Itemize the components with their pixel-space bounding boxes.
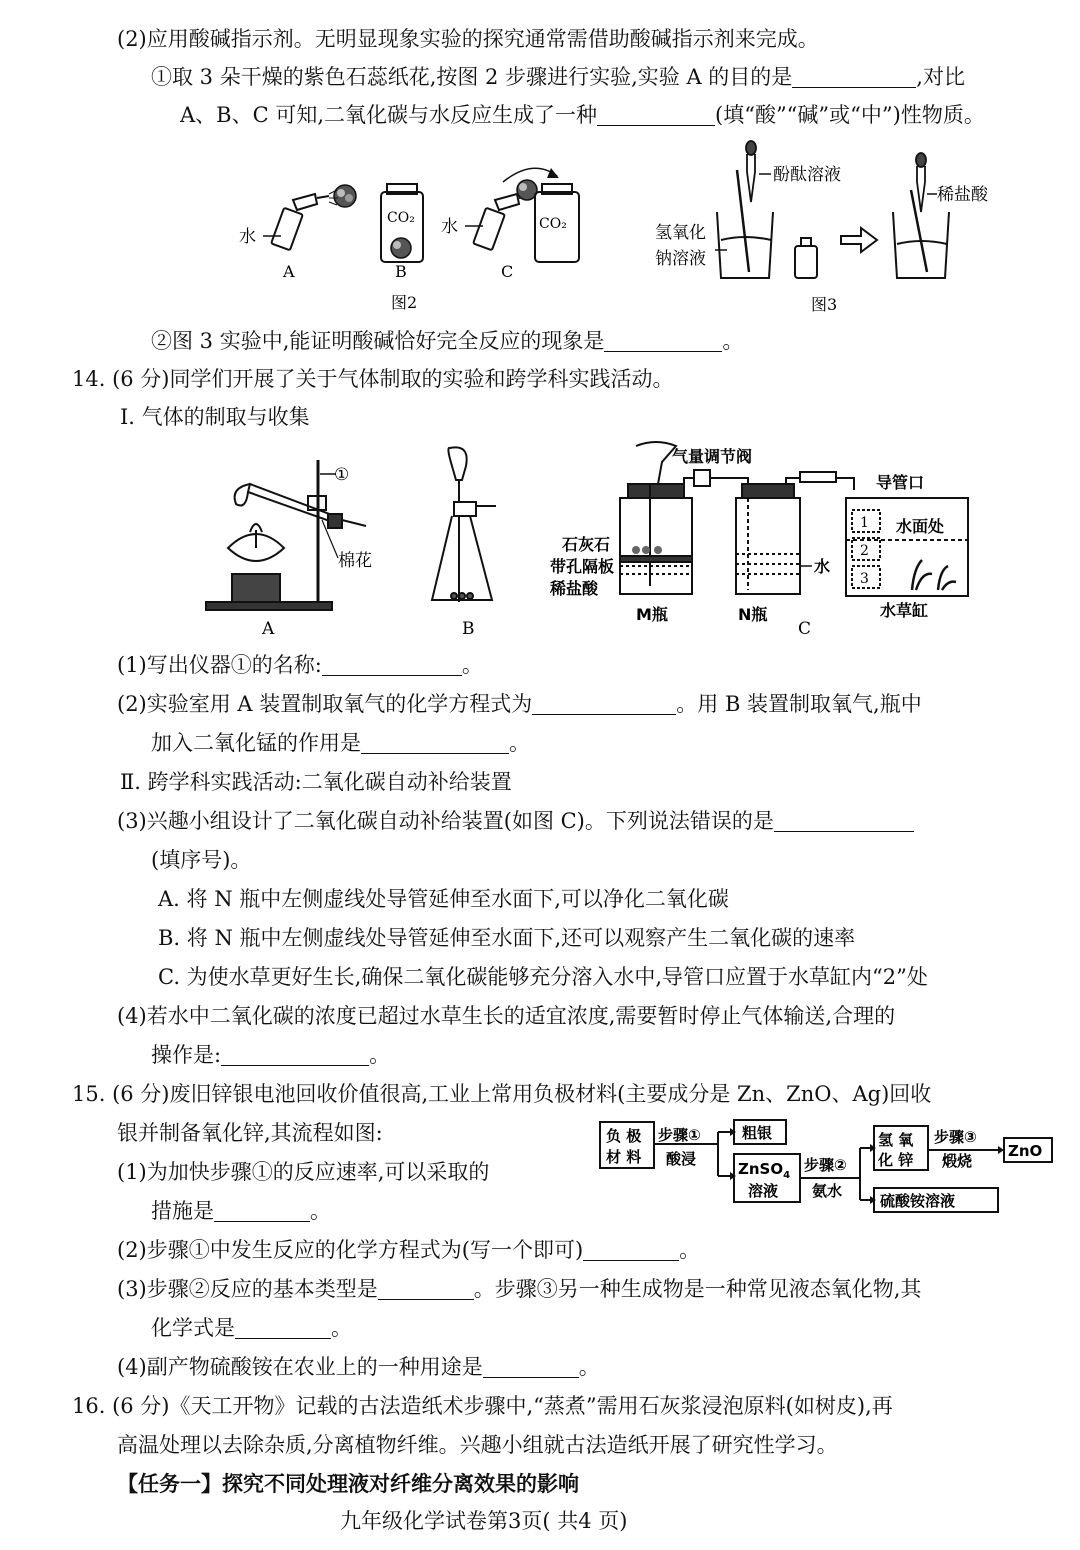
q13-sub1-text-c: A、B、C 可知,二氧化碳与水反应生成了一种 [180, 103, 598, 127]
answer-blank-15-5[interactable] [483, 1355, 579, 1378]
q14-q1-text-b: 。 [461, 653, 483, 677]
answer-blank-14-3[interactable] [361, 731, 509, 754]
q14-q2-text-b: 。用 B 装置制取氧气,瓶中 [676, 692, 922, 716]
q15-q3-text-a: (3)步骤②反应的基本类型是 [117, 1277, 378, 1301]
flow-zinc-h-2: 化 锌 [878, 1151, 914, 1169]
fig3-naoh-label-2: 钠溶液 [655, 249, 706, 269]
fig2-label-c: C [501, 262, 514, 281]
flow-ammonia: 氨水 [812, 1182, 843, 1200]
fig-q14-label-c: C [798, 619, 812, 639]
fig2-label-a: A [283, 262, 295, 281]
answer-blank-15-3[interactable] [378, 1277, 474, 1300]
fig-q14-label-b: B [462, 619, 475, 639]
q14-q1-text-a: (1)写出仪器①的名称: [117, 653, 322, 677]
q15-flowchart [598, 1118, 1060, 1220]
page-footer: 九年级化学试卷第3页( 共4 页) [340, 1509, 628, 1533]
fig-water-label: 水 [814, 557, 831, 576]
flow-znso4-1: ZnSO$_4$ [738, 1160, 791, 1181]
q13-sub1-text-d: (填“酸”“碱”或“中”)性物质。 [715, 103, 985, 127]
q15-q1-line1: (1)为加快步骤①的反应速率,可以采取的 [117, 1160, 490, 1184]
q14-q1-line [117, 650, 483, 680]
flow-neg-1: 负 极 [606, 1127, 642, 1145]
q15-q3-line2 [151, 1313, 352, 1343]
flower-a-icon [334, 185, 356, 207]
q16-task1-heading: 【任务一】探究不同处理液对纤维分离效果的影响 [117, 1472, 579, 1496]
q16-stem-line1: 16. (6 分)《天工开物》记载的古法造纸术步骤中,“蒸煮”需用石灰浆浸泡原料(如树皮),再 [72, 1394, 893, 1418]
q14-q4-line1: (4)若水中二氧化碳的浓度已超过水草生长的适宜浓度,需要暂时停止气体输送,合理的 [117, 1004, 896, 1028]
q14-q2-line1 [117, 689, 922, 719]
answer-blank-14-2[interactable] [532, 692, 676, 715]
q14-q4-line2 [151, 1040, 390, 1070]
fig-outlet-label: 导管口 [876, 473, 925, 492]
q14-q2-text-a: (2)实验室用 A 装置制取氧气的化学方程式为 [117, 692, 533, 716]
q15-stem-line2: 银并制备氧化锌,其流程如图: [117, 1121, 383, 1145]
fig-dilute-hcl-label: 稀盐酸 [550, 579, 599, 598]
q15-q2-text-b: 。 [679, 1238, 701, 1262]
q14-option-a: A. 将 N 瓶中左侧虚线处导管延伸至水面下,可以净化二氧化碳 [158, 887, 729, 911]
flow-ammonium: 硫酸铵溶液 [880, 1192, 956, 1210]
dropper-2-icon [916, 153, 926, 212]
figure-q14-apparatus [200, 440, 980, 640]
q13-sub1-text-b: ,对比 [916, 65, 965, 89]
answer-blank-13-3[interactable] [604, 329, 722, 352]
q15-q3-text-c: 化学式是 [151, 1316, 235, 1340]
q15-q2-text-a: (2)步骤①中发生反应的化学方程式为(写一个即可) [117, 1238, 584, 1262]
q13-sub2-text-b: 。 [722, 329, 744, 353]
q15-q3-text-d: 。 [331, 1316, 352, 1340]
fig2-co2-label-c: CO₂ [539, 216, 567, 232]
q14-option-c: C. 为使水草更好生长,确保二氧化碳能够充分溶入水中,导管口应置于水草缸内“2”处 [158, 965, 928, 989]
fig-pos-2: 2 [860, 543, 869, 559]
q14-q3-text-a: (3)兴趣小组设计了二氧化碳自动补给装置(如图 C)。下列说法错误的是 [117, 809, 774, 833]
q14-q2-text-c: 加入二氧化锰的作用是 [151, 731, 361, 755]
flow-zinc-h-1: 氢 氧 [878, 1131, 914, 1149]
reagent-bottle-icon [795, 238, 817, 278]
answer-blank-13-2[interactable] [597, 103, 715, 126]
dropper-icon [746, 141, 756, 202]
q15-stem-line1: 15. (6 分)废旧锌银电池回收价值很高,工业上常用负极材料(主要成分是 Zn、ZnO、Ag)回收 [72, 1082, 932, 1106]
fig3-naoh-label-1: 氢氧化 [655, 223, 706, 243]
fig-mark-1: ① [334, 465, 350, 485]
q13-part2-title: (2)应用酸碱指示剂。无明显现象实验的探究通常需借助酸碱指示剂来完成。 [117, 27, 819, 51]
q15-q1-text-b: 措施是 [151, 1199, 214, 1223]
q13-sub1-text-a: ①取 3 朵干燥的紫色石蕊纸花,按图 2 步骤进行实验,实验 A 的目的是 [151, 65, 793, 89]
flow-acid: 酸浸 [666, 1150, 697, 1168]
fig2-label-b: B [395, 262, 407, 281]
answer-blank-15-1[interactable] [214, 1199, 310, 1222]
flow-step1: 步骤① [658, 1126, 701, 1144]
fig-plate-label: 带孔隔板 [550, 557, 615, 576]
q14-stem: 14. (6 分)同学们开展了关于气体制取的实验和跨学科实践活动。 [72, 367, 674, 391]
answer-blank-13-1[interactable] [792, 65, 916, 88]
spray-bottle-a-icon [271, 194, 329, 250]
q13-sub1-line2 [180, 100, 985, 130]
process-arrow-icon [841, 228, 877, 252]
spray-bottle-c-icon [473, 194, 529, 250]
figure-3 [645, 140, 1015, 318]
fig2-water-label-c: 水 [441, 217, 458, 237]
q13-sub2-text-a: ②图 3 实验中,能证明酸碱恰好完全反应的现象是 [151, 329, 605, 353]
q15-q3-text-b: 。步骤③另一种生成物是一种常见液态氧化物,其 [473, 1277, 922, 1301]
valve-icon[interactable] [694, 470, 710, 486]
answer-blank-14-5[interactable] [221, 1043, 369, 1066]
fig-n-bottle-label: N瓶 [738, 605, 768, 624]
q13-sub2-line [151, 326, 743, 356]
apparatus-c-n-bottle-icon [736, 484, 800, 594]
q13-sub1-line1 [151, 62, 965, 92]
q15-q1-text-c: 。 [310, 1199, 331, 1223]
beaker-1-icon [717, 170, 773, 278]
fig-limestone-label: 石灰石 [562, 535, 611, 554]
flow-neg-2: 材 料 [606, 1148, 642, 1166]
fig-q14-label-a: A [262, 619, 275, 639]
q15-q3-line1 [117, 1274, 921, 1304]
answer-blank-14-1[interactable] [322, 653, 462, 676]
q14-q2-line2 [151, 728, 530, 758]
fig-m-bottle-label: M瓶 [636, 605, 668, 624]
q14-part2-title: Ⅱ. 跨学科实践活动:二氧化碳自动补给装置 [120, 770, 512, 794]
fig-pos-1: 1 [860, 515, 869, 531]
flow-calcine: 煅烧 [942, 1152, 973, 1170]
fig-tank-label: 水草缸 [880, 601, 929, 620]
q15-q4-text-b: 。 [578, 1355, 600, 1379]
fig-pos-3: 3 [860, 571, 869, 587]
q14-q2-text-d: 。 [509, 731, 530, 755]
answer-blank-15-4[interactable] [235, 1316, 331, 1339]
q15-q2-line [117, 1235, 700, 1265]
q14-part1-title: Ⅰ. 气体的制取与收集 [120, 405, 310, 429]
fig3-caption: 图3 [811, 295, 838, 314]
q14-q4-text-b: 操作是: [151, 1043, 222, 1067]
flow-step3: 步骤③ [934, 1128, 977, 1146]
answer-blank-14-4[interactable] [774, 809, 914, 832]
flow-silver: 粗银 [742, 1124, 773, 1142]
q15-q1-line2 [151, 1196, 331, 1226]
q15-q4-text-a: (4)副产物硫酸铵在农业上的一种用途是 [117, 1355, 483, 1379]
fig3-phenol-label: 酚酞溶液 [773, 165, 841, 185]
q15-q4-line [117, 1352, 600, 1382]
fig3-hcl-label: 稀盐酸 [937, 185, 988, 205]
fig2-co2-label-b: CO₂ [387, 210, 415, 226]
apparatus-b-icon [432, 447, 496, 602]
fig2-caption: 图2 [391, 293, 418, 312]
fig-surface-label: 水面处 [896, 517, 945, 536]
q14-q3-line2: (填序号)。 [151, 848, 252, 872]
flower-b-icon [391, 238, 411, 258]
q16-stem-line2: 高温处理以去除杂质,分离植物纤维。兴趣小组就古法造纸开展了研究性学习。 [117, 1433, 838, 1457]
q14-q4-text-c: 。 [369, 1043, 391, 1067]
fig-valve-label: 气量调节阀 [672, 447, 753, 466]
q14-q3-line1 [117, 806, 914, 836]
flow-step2: 步骤② [804, 1156, 847, 1174]
flow-znso4-2: 溶液 [748, 1182, 779, 1200]
answer-blank-15-2[interactable] [583, 1238, 679, 1261]
figure-2 [235, 150, 595, 315]
fig-cotton-label: 棉花 [338, 551, 372, 571]
q14-option-b: B. 将 N 瓶中左侧虚线处导管延伸至水面下,还可以观察产生二氧化碳的速率 [158, 926, 856, 950]
flow-zno: ZnO [1008, 1142, 1043, 1160]
fig2-water-label-a: 水 [239, 227, 256, 247]
